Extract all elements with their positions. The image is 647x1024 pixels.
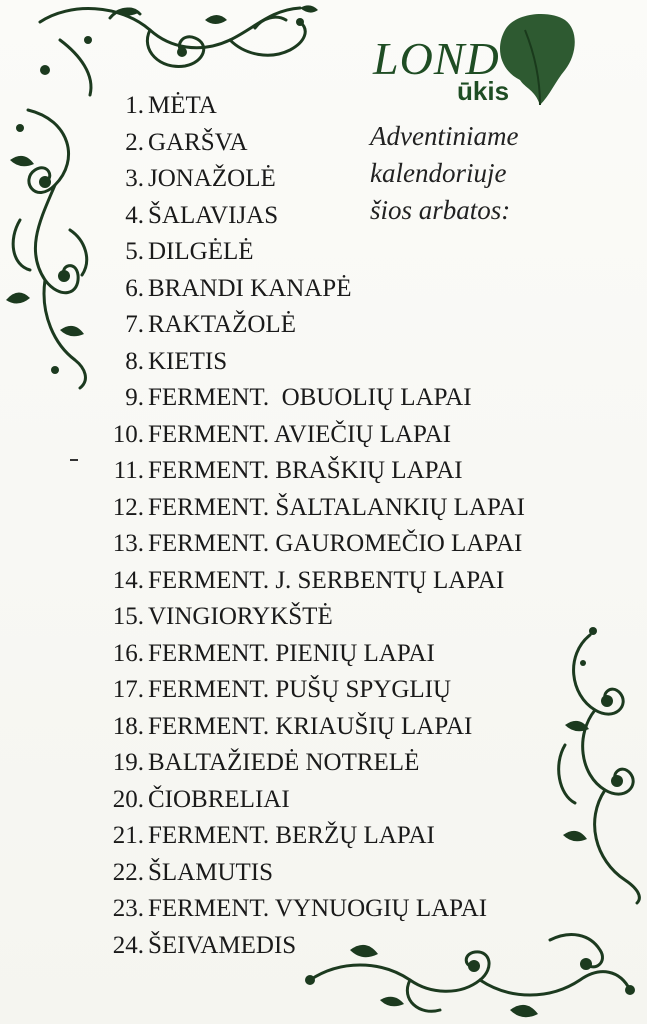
item-number: 20. [112,785,144,813]
item-number: 8. [125,347,144,375]
list-item [100,745,525,782]
item-name: VINGIORYKŠTĖ [148,603,333,630]
item-name: RAKTAŽOLĖ [148,311,296,338]
item-name: FERMENT. BERŽŲ LAPAI [148,822,435,849]
list-item [100,563,525,600]
left-side-flourish-ornament [0,100,100,390]
list-item [100,928,525,965]
item-number: 19. [112,749,144,776]
tagline-line: šios arbatos: [370,195,511,225]
item-name: FERMENT. AVIEČIŲ LAPAI [148,420,452,448]
item-name: FERMENT. ŠALTALANKIŲ LAPAI [148,493,525,521]
list-item [100,782,525,819]
item-name: JONAŽOLĖ [148,165,276,192]
list-item [100,344,525,381]
tea-list [100,88,525,964]
item-name: DILGĖLĖ [148,238,254,265]
list-item [100,891,525,928]
item-name: ŠALAVIJAS [148,201,279,229]
right-side-flourish-ornament [545,625,647,905]
item-name: BRANDI KANAPĖ [148,274,352,302]
top-left-flourish-ornament [0,0,330,100]
stray-dash-mark [70,459,78,461]
list-item [100,453,525,490]
item-name: FERMENT. OBUOLIŲ LAPAI [148,384,472,411]
item-name: FERMENT. GAUROMEČIO LAPAI [148,530,523,557]
item-number: 10. [112,420,144,448]
item-number: 4. [125,201,144,229]
item-name: FERMENT. PUŠŲ SPYGLIŲ [148,676,452,703]
item-number: 7. [125,311,144,338]
item-number: 9. [125,384,144,411]
item-number: 12. [112,493,144,521]
list-item [100,125,525,162]
list-item [100,234,525,271]
item-name: FERMENT. VYNUOGIŲ LAPAI [148,895,488,922]
item-number: 5. [125,238,144,265]
item-name: FERMENT. BRAŠKIŲ LAPAI [148,457,463,484]
item-name: GARŠVA [148,128,248,156]
item-name: ŠEIVAMEDIS [148,931,297,959]
item-number: 15. [112,603,144,630]
item-number: 17. [112,676,144,703]
list-item [100,855,525,892]
item-number: 11. [113,457,144,484]
list-item [100,709,525,746]
item-number: 1. [125,92,144,119]
item-name: FERMENT. PIENIŲ LAPAI [148,639,435,667]
list-item [100,307,525,344]
item-name: ŠLAMUTIS [148,858,274,886]
item-number: 22. [112,858,144,886]
item-number: 2. [125,128,144,156]
logo-subtitle: ūkis [457,76,510,106]
list-item [100,417,525,454]
item-name: KIETIS [148,347,228,375]
item-number: 18. [112,712,144,740]
list-item [100,526,525,563]
list-item [100,490,525,527]
list-item [100,161,525,198]
list-item [100,636,525,673]
tagline-line: Adventiniame [370,121,519,151]
item-number: 23. [112,895,144,922]
item-number: 3. [125,165,144,192]
item-name: BALTAŽIEDĖ NOTRELĖ [148,749,420,776]
item-number: 13. [112,530,144,557]
item-name: FERMENT. J. SERBENTŲ LAPAI [148,566,505,594]
item-name: FERMENT. KRIAUŠIŲ LAPAI [148,712,473,740]
item-number: 6. [125,274,144,302]
list-item [100,599,525,636]
item-number: 14. [112,566,144,594]
item-number: 21. [112,822,144,849]
logo-name: LOND [373,33,500,84]
list-item [100,88,525,125]
item-number: 16. [112,639,144,667]
tagline-line: kalendoriuje [370,158,507,188]
list-item [100,818,525,855]
list-item [100,380,525,417]
list-item [100,672,525,709]
list-item [100,271,525,308]
list-item [100,198,525,235]
item-number: 24. [112,931,144,959]
item-name: MĖTA [148,92,217,119]
item-name: ČIOBRELIAI [148,785,290,813]
